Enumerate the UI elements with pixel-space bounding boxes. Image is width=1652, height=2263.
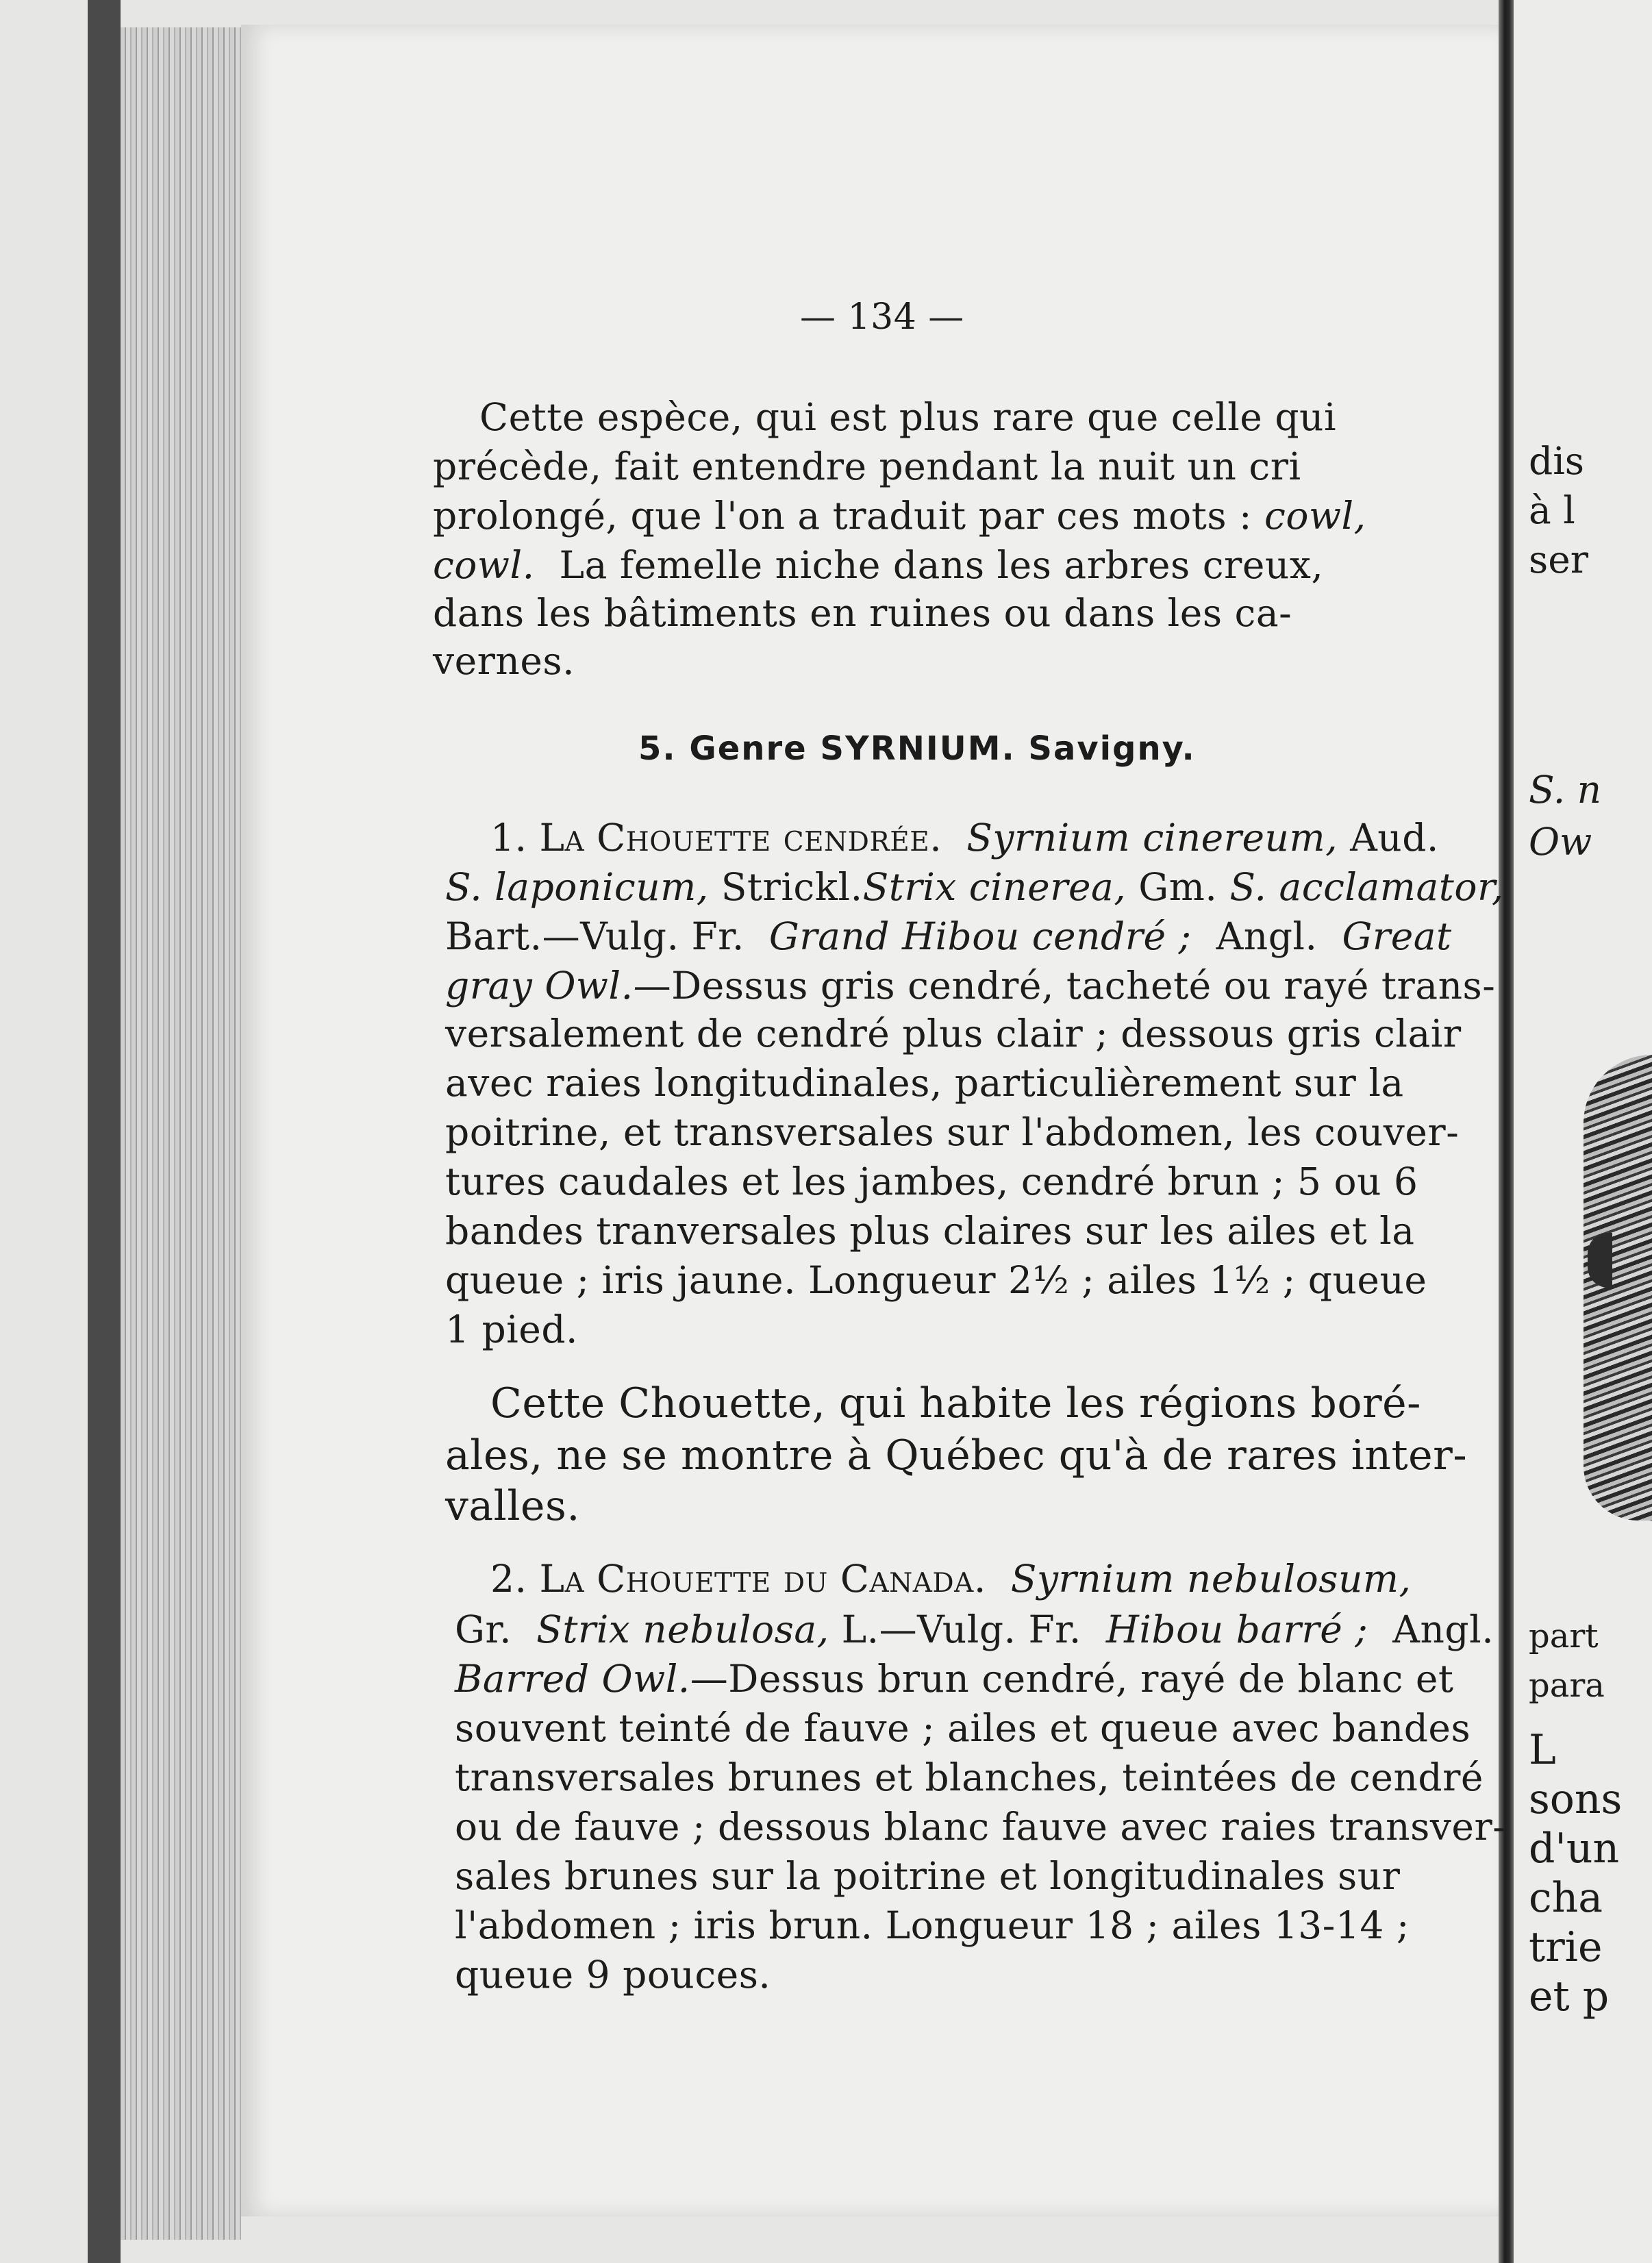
species2-description-start: —Dessus brun cendré, rayé de blanc et [690, 1657, 1454, 1701]
species2-desc-line-1: souvent teinté de fauve ; ailes et queue avec bandes [455, 1706, 1471, 1750]
species2-line-3 [455, 1656, 1454, 1701]
right-fragment-13: et p [1529, 1973, 1610, 2021]
species1-syn-author-1: Strickl. [721, 865, 863, 909]
species1-desc-line-1: versalement de cendré plus clair ; dessous gris clair [445, 1012, 1462, 1055]
species1-syn-laponicum: S. laponicum, [445, 865, 709, 909]
intro-line-3-text: prolongé, que l'on a traduit par ces mots : [433, 494, 1265, 538]
intro-italic-cowl-2: cowl. [433, 543, 535, 587]
right-fragment-6: part [1529, 1617, 1599, 1655]
intro-line-5: dans les bâtiments en ruines ou dans les ca- [433, 591, 1292, 635]
species1-french-name: Grand Hibou cendré ; [768, 914, 1192, 958]
species1-syn-acclamator: S. acclamator, [1229, 865, 1504, 909]
species2-english-prefix: Angl. [1392, 1608, 1494, 1651]
owl-illustration-fragment [1584, 1055, 1652, 1521]
book-edge-shadow [88, 0, 121, 2263]
species2-syn-strix: Strix nebulosa, [536, 1608, 829, 1651]
intro-line-1: Cette espèce, qui est plus rare que celle qui [479, 395, 1337, 439]
owl-illustration-detail [1588, 1233, 1612, 1288]
species1-line-3 [445, 914, 1456, 959]
species1-desc-line-7: 1 pied. [445, 1308, 579, 1351]
right-fragment-2: à l [1529, 488, 1575, 532]
genus-heading: 5. Genre SYRNIUM. Savigny. [638, 729, 1196, 768]
species1-desc-line-6: queue ; iris jaune. Longueur 2½ ; ailes 1½ ; queue [445, 1258, 1427, 1302]
species2-line-1 [490, 1556, 1412, 1601]
intro-line-3 [433, 493, 1445, 538]
page-number: — 134 — [800, 297, 964, 338]
note1-line-1: Cette Chouette, qui habite les régions boré- [490, 1379, 1421, 1427]
intro-italic-cowl-1: cowl, [1264, 494, 1366, 538]
species1-english-name-part1: Great [1342, 914, 1452, 958]
species1-number: 1. [490, 816, 540, 860]
species1-author: Aud. [1350, 816, 1439, 860]
right-fragment-7: para [1529, 1666, 1605, 1705]
right-fragment-5: Ow [1529, 820, 1592, 864]
species2-name: La Chouette du Canada. [539, 1557, 986, 1601]
species1-desc-line-5: bandes tranversales plus claires sur les ailes et la [445, 1209, 1415, 1253]
species2-line-2 [455, 1607, 1494, 1652]
species2-desc-line-4: sales brunes sur la poitrine et longitudinales sur [455, 1854, 1401, 1898]
species1-desc-line-2: avec raies longitudinales, particulièrement sur la [445, 1061, 1404, 1105]
species1-line-1 [490, 815, 1456, 860]
species1-description-start: —Dessus gris cendré, tacheté ou rayé trans- [633, 964, 1496, 1008]
right-fragment-12: trie [1529, 1923, 1603, 1971]
book-page-edges [121, 27, 241, 2240]
species2-desc-line-5: l'abdomen ; iris brun. Longueur 18 ; ailes 13-14 ; [455, 1903, 1410, 1947]
species1-syn-author-2: Gm. [1138, 865, 1218, 909]
species2-desc-line-6: queue 9 pouces. [455, 1953, 771, 1997]
species1-scientific-name: Syrnium cinereum, [966, 816, 1338, 860]
species1-line-4 [445, 963, 1496, 1008]
species2-number: 2. [490, 1557, 540, 1601]
species1-vulgar-prefix: Bart.—Vulg. Fr. [445, 914, 744, 958]
right-fragment-11: cha [1529, 1874, 1603, 1922]
right-fragment-9: sons [1529, 1775, 1623, 1823]
species1-name: La Chouette cendrée. [539, 816, 942, 860]
book-gutter [1499, 0, 1514, 2263]
species1-english-prefix: Angl. [1216, 914, 1318, 958]
note1-line-2: ales, ne se montre à Québec qu'à de rares inter- [445, 1431, 1468, 1479]
species2-author: Gr. [455, 1608, 512, 1651]
intro-line-2: précède, fait entendre pendant la nuit un cri [433, 445, 1301, 488]
intro-line-6: vernes. [433, 639, 575, 683]
species2-desc-line-3: ou de fauve ; dessous blanc fauve avec raies transver- [455, 1805, 1506, 1849]
species1-syn-strix: Strix cinerea, [862, 865, 1127, 909]
species2-vulgar-prefix: L.—Vulg. Fr. [841, 1608, 1081, 1651]
intro-line-4-text: La femelle niche dans les arbres creux, [559, 543, 1324, 587]
species2-english-name: Barred Owl. [455, 1657, 690, 1701]
species2-scientific-name: Syrnium nebulosum, [1010, 1557, 1412, 1601]
species1-desc-line-4: tures caudales et les jambes, cendré brun ; 5 ou 6 [445, 1160, 1418, 1203]
species1-line-2 [445, 864, 1504, 910]
note1-line-3: valles. [445, 1482, 580, 1530]
species2-desc-line-2: transversales brunes et blanches, teintées de cendré [455, 1755, 1484, 1799]
intro-line-4 [433, 542, 1445, 588]
right-fragment-8: L [1529, 1726, 1556, 1774]
right-fragment-10: d'un [1529, 1825, 1620, 1873]
species1-english-name-part2: gray Owl. [445, 964, 634, 1008]
species1-desc-line-3: poitrine, et transversales sur l'abdomen, les couver- [445, 1110, 1460, 1154]
right-fragment-3: ser [1529, 538, 1589, 582]
right-fragment-1: dis [1529, 439, 1585, 483]
right-fragment-4: S. n [1529, 768, 1602, 812]
species2-french-name: Hibou barré ; [1105, 1608, 1368, 1651]
